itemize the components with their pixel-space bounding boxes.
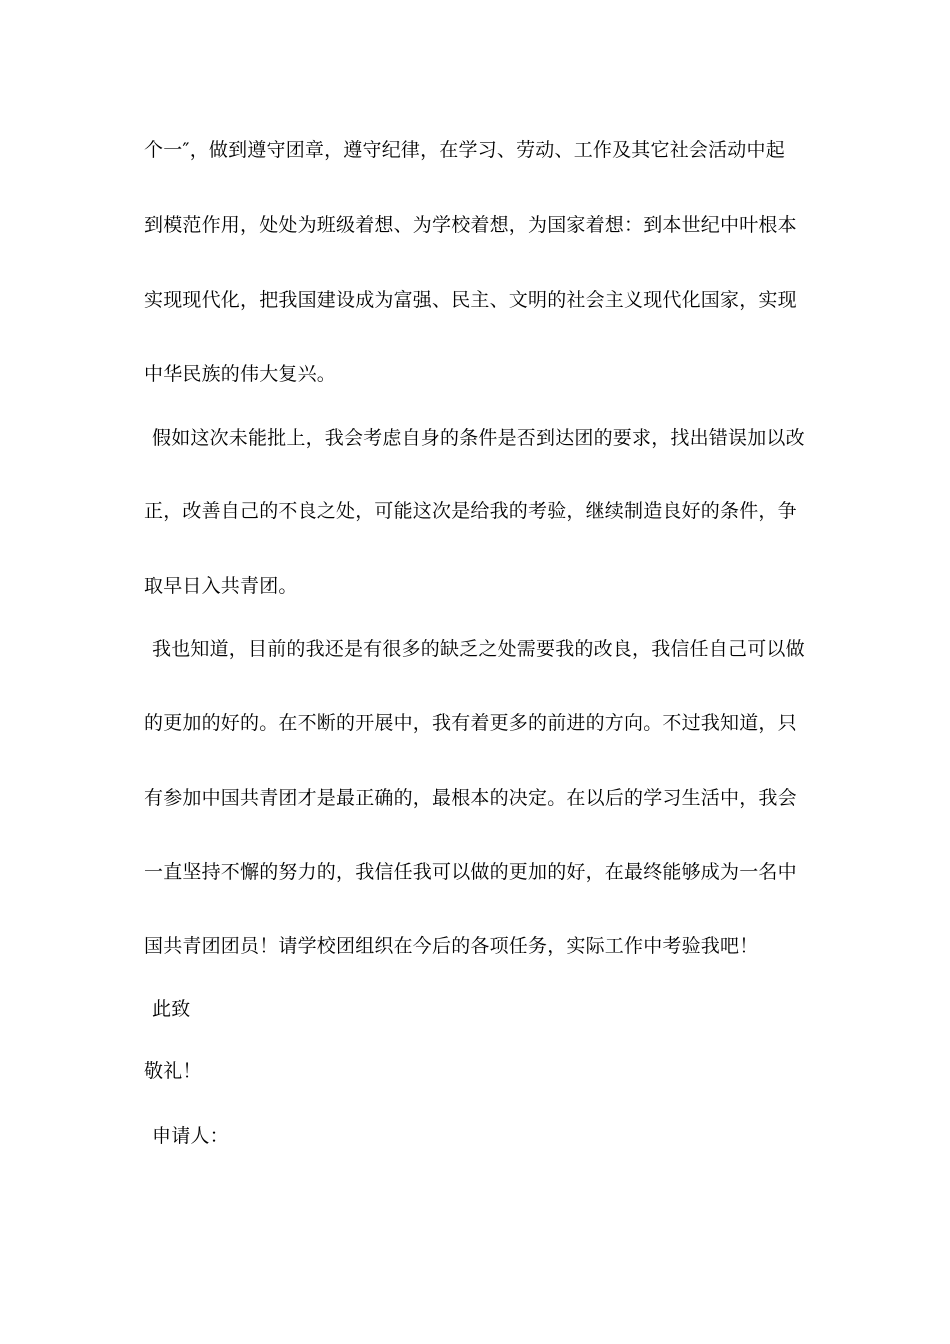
paragraph-3-line-2: 的更加的好的。在不断的开展中，我有着更多的前进的方向。不过我知道，只 — [144, 712, 797, 734]
paragraph-1-line-4: 中华民族的伟大复兴。 — [144, 363, 337, 385]
paragraph-2-line-3: 取早日入共青团。 — [144, 575, 298, 597]
paragraph-2-line-2: 正，改善自己的不良之处，可能这次是给我的考验，继续制造良好的条件，争 — [144, 500, 797, 522]
paragraph-3-line-5: 国共青团团员！请学校团组织在今后的各项任务，实际工作中考验我吧！ — [144, 935, 759, 957]
salute: 敬礼！ — [144, 1060, 202, 1082]
paragraph-3-line-4: 一直坚持不懈的努力的，我信任我可以做的更加的好，在最终能够成为一名中 — [144, 861, 797, 883]
paragraph-1-line-1: 个一″，做到遵守团章，遵守纪律，在学习、劳动、工作及其它社会活动中起 — [144, 139, 785, 161]
paragraph-3-line-3: 有参加中国共青团才是最正确的，最根本的决定。在以后的学习生活中，我会 — [144, 787, 797, 809]
paragraph-1-line-3: 实现现代化，把我国建设成为富强、民主、文明的社会主义现代化国家，实现 — [144, 289, 797, 311]
closing-phrase: 此致 — [152, 998, 191, 1020]
paragraph-1-line-2: 到模范作用，处处为班级着想、为学校着想，为国家着想：到本世纪中叶根本 — [144, 214, 797, 236]
paragraph-3-line-1: 我也知道，目前的我还是有很多的缺乏之处需要我的改良，我信任自己可以做 — [152, 638, 805, 660]
paragraph-2-line-1: 假如这次未能批上，我会考虑自身的条件是否到达团的要求，找出错误加以改 — [152, 427, 805, 449]
applicant-label: 申请人： — [152, 1125, 229, 1147]
